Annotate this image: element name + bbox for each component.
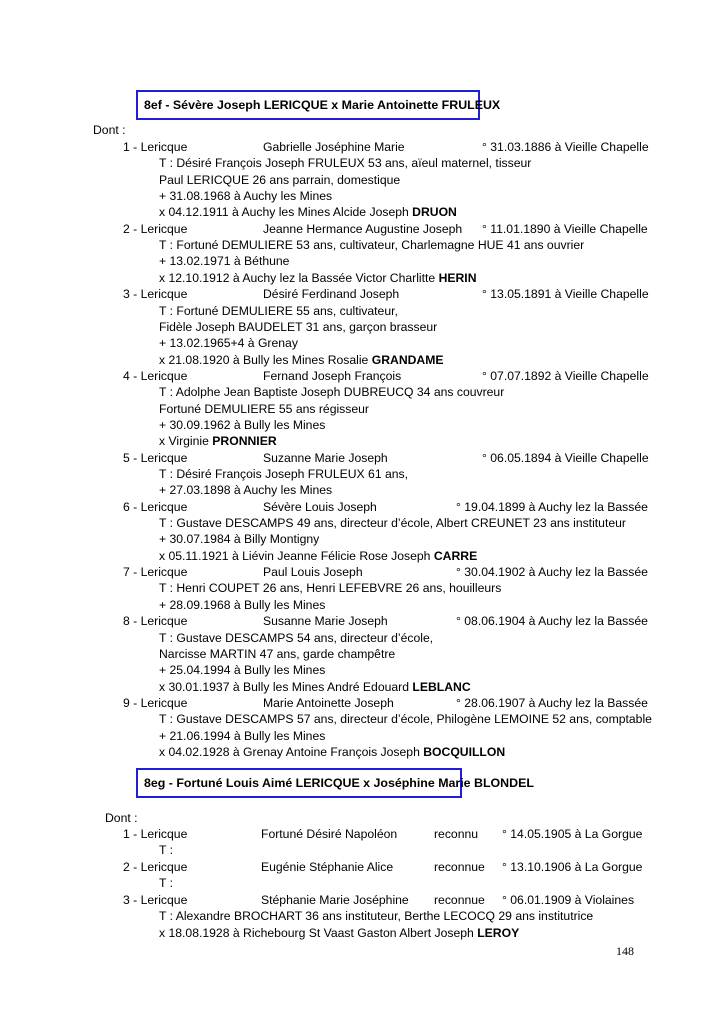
detail-text: x 30.01.1937 à Bully les Mines André Edouard (159, 679, 413, 694)
child-detail-line (159, 744, 505, 760)
child-detail-line (159, 172, 400, 188)
spouse-surname: BOCQUILLON (423, 744, 506, 759)
spouse-surname: GRANDAME (371, 352, 444, 367)
child-number: 1 - Lericque (123, 140, 188, 154)
detail-text: + 21.06.1994 à Bully les Mines (159, 728, 326, 743)
detail-text: + 25.04.1994 à Bully les Mines (159, 663, 326, 678)
page-number: 148 (616, 944, 634, 958)
detail-text: T : Gustave DESCAMPS 54 ans, directeur d’école, (159, 630, 434, 645)
detail-text: + 27.03.1898 à Auchy les Mines (159, 483, 333, 498)
child-number: 2 - Lericque (123, 221, 188, 236)
child-names: Paul Louis Joseph (263, 565, 363, 580)
detail-text: x 18.08.1928 à Richebourg St Vaast Gaston Albert Joseph (159, 925, 478, 940)
child-birth: ° 31.03.1886 à Vieille Chapelle (482, 140, 649, 154)
spouse-surname: DRUON (412, 205, 457, 220)
child-names: Fernand Joseph François (263, 368, 402, 383)
spouse-surname: LEBLANC (412, 679, 471, 694)
child-names: Jeanne Hermance Augustine Joseph (263, 221, 463, 236)
spouse-surname: CARRE (433, 548, 478, 563)
section-header-box: 8ef - Sévère Joseph LERICQUE x Marie Antoinette FRULEUX (136, 90, 480, 120)
child-number: 2 - Lericque (123, 860, 188, 874)
detail-text: T : Fortuné DEMULIERE 55 ans, cultivateur, (159, 303, 398, 318)
child-detail-line (159, 531, 319, 547)
child-detail-line (159, 630, 433, 646)
child-number: 7 - Lericque (123, 565, 188, 580)
child-birth: ° 19.04.1899 à Auchy lez la Bassée (456, 499, 648, 514)
child-status: reconnu (434, 827, 479, 841)
child-names: Désiré Ferdinand Joseph (263, 287, 400, 302)
section-header-box: 8eg - Fortuné Louis Aimé LERICQUE x Joséphine Marie BLONDEL (136, 768, 462, 798)
child-birth: ° 06.01.1909 à Violaines (502, 893, 635, 907)
detail-text: T : (159, 843, 173, 858)
detail-text: Narcisse MARTIN 47 ans, garde champêtre (159, 646, 396, 661)
child-number: 6 - Lericque (123, 499, 188, 514)
child-birth: ° 11.01.1890 à Vieille Chapelle (482, 221, 648, 236)
detail-text: x 21.08.1920 à Bully les Mines Rosalie (159, 352, 372, 367)
child-number: 8 - Lericque (123, 614, 188, 629)
detail-text: + 13.02.1971 à Béthune (159, 254, 290, 269)
detail-text: T : Adolphe Jean Baptiste Joseph DUBREUCQ 34 ans couvreur (159, 385, 505, 400)
child-number: 4 - Lericque (123, 368, 188, 383)
detail-text: T : Désiré François Joseph FRULEUX 61 ans, (159, 467, 409, 481)
child-number: 3 - Lericque (123, 287, 188, 302)
child-detail-line (159, 646, 395, 662)
spouse-surname: HERIN (438, 270, 477, 285)
detail-text: x Virginie (159, 434, 213, 449)
child-birth: ° 07.07.1892 à Vieille Chapelle (482, 368, 649, 383)
child-birth: ° 13.10.1906 à La Gorgue (502, 860, 643, 874)
detail-text: + 28.09.1968 à Bully les Mines (159, 597, 326, 612)
child-names: Stéphanie Marie Joséphine (261, 893, 409, 907)
child-number: 5 - Lericque (123, 450, 188, 465)
child-detail-line (159, 580, 501, 596)
detail-text: x 12.10.1912 à Auchy lez la Bassée Victor Charlitte (159, 270, 439, 285)
child-number: 3 - Lericque (123, 893, 188, 907)
child-detail-line (159, 188, 332, 204)
detail-text: T : (159, 876, 173, 891)
child-detail-line (159, 875, 173, 891)
spouse-surname: PRONNIER (212, 434, 277, 449)
detail-text: Fidèle Joseph BAUDELET 31 ans, garçon brasseur (159, 319, 438, 334)
child-detail-line (159, 466, 408, 482)
child-detail-line (159, 728, 325, 744)
child-number: 9 - Lericque (123, 695, 188, 710)
dont-label: Dont : (93, 123, 126, 137)
child-detail-line (159, 548, 477, 564)
child-birth: ° 30.04.1902 à Auchy lez la Bassée (456, 565, 648, 580)
child-birth: ° 28.06.1907 à Auchy lez la Bassée (456, 695, 648, 710)
detail-text: Paul LERICQUE 26 ans parrain, domestique (159, 172, 401, 187)
child-detail-line (159, 908, 593, 924)
child-names: Susanne Marie Joseph (263, 614, 388, 629)
child-birth: ° 08.06.1904 à Auchy lez la Bassée (456, 614, 648, 629)
child-detail-line (159, 384, 504, 400)
child-names: Sévère Louis Joseph (263, 499, 377, 514)
child-detail-line (159, 711, 652, 727)
child-names: Suzanne Marie Joseph (263, 450, 388, 465)
dont-label: Dont : (105, 811, 138, 825)
spouse-surname: LEROY (477, 925, 520, 940)
child-names: Eugénie Stéphanie Alice (261, 860, 394, 874)
child-names: Fortuné Désiré Napoléon (261, 827, 398, 841)
child-detail-line (159, 237, 584, 253)
detail-text: T : Fortuné DEMULIERE 53 ans, cultivateur, Charlemagne HUE 41 ans ouvrier (159, 238, 585, 253)
detail-text: + 30.07.1984 à Billy Montigny (159, 532, 320, 547)
detail-text: + 30.09.1962 à Bully les Mines (159, 417, 326, 432)
detail-text: T : Gustave DESCAMPS 57 ans, directeur d’école, Philogène LEMOINE 52 ans, comptable (159, 712, 652, 727)
child-detail-line (159, 433, 277, 449)
child-birth: ° 06.05.1894 à Vieille Chapelle (482, 450, 649, 465)
detail-text: T : Désiré François Joseph FRULEUX 53 ans, aïeul maternel, tisseur (159, 156, 532, 171)
detail-text: x 04.02.1928 à Grenay Antoine François Joseph (159, 744, 424, 759)
child-detail-line (159, 204, 457, 220)
child-detail-line (159, 662, 325, 678)
detail-text: Fortuné DEMULIERE 55 ans régisseur (159, 401, 369, 416)
child-detail-line (159, 401, 369, 417)
child-detail-line (159, 270, 477, 286)
child-detail-line (159, 352, 444, 368)
child-detail-line (159, 597, 325, 613)
child-detail-line (159, 335, 298, 351)
detail-text: T : Henri COUPET 26 ans, Henri LEFEBVRE 26 ans, houilleurs (159, 581, 502, 596)
child-detail-line (159, 515, 626, 531)
child-detail-line (159, 679, 471, 695)
detail-text: + 13.02.1965+4 à Grenay (159, 336, 298, 351)
detail-text: x 04.12.1911 à Auchy les Mines Alcide Joseph (159, 205, 413, 220)
child-names: Marie Antoinette Joseph (263, 695, 394, 710)
child-status: reconnue (434, 860, 485, 874)
child-detail-line (159, 253, 289, 269)
detail-text: x 05.11.1921 à Liévin Jeanne Félicie Rose Joseph (159, 548, 434, 563)
child-detail-line (159, 482, 332, 498)
child-birth: ° 14.05.1905 à La Gorgue (502, 827, 643, 841)
child-detail-line (159, 842, 173, 858)
child-detail-line (159, 155, 531, 171)
child-detail-line (159, 303, 398, 319)
child-number: 1 - Lericque (123, 827, 188, 841)
child-detail-line (159, 925, 519, 941)
detail-text: + 31.08.1968 à Auchy les Mines (159, 189, 333, 204)
child-detail-line (159, 319, 437, 335)
child-names: Gabrielle Joséphine Marie (263, 140, 405, 154)
child-detail-line (159, 417, 325, 433)
child-birth: ° 13.05.1891 à Vieille Chapelle (482, 287, 649, 302)
child-status: reconnue (434, 893, 485, 907)
detail-text: T : Alexandre BROCHART 36 ans instituteur, Berthe LECOCQ 29 ans institutrice (159, 909, 594, 924)
detail-text: T : Gustave DESCAMPS 49 ans, directeur d’école, Albert CREUNET 23 ans instituteur (159, 516, 626, 531)
